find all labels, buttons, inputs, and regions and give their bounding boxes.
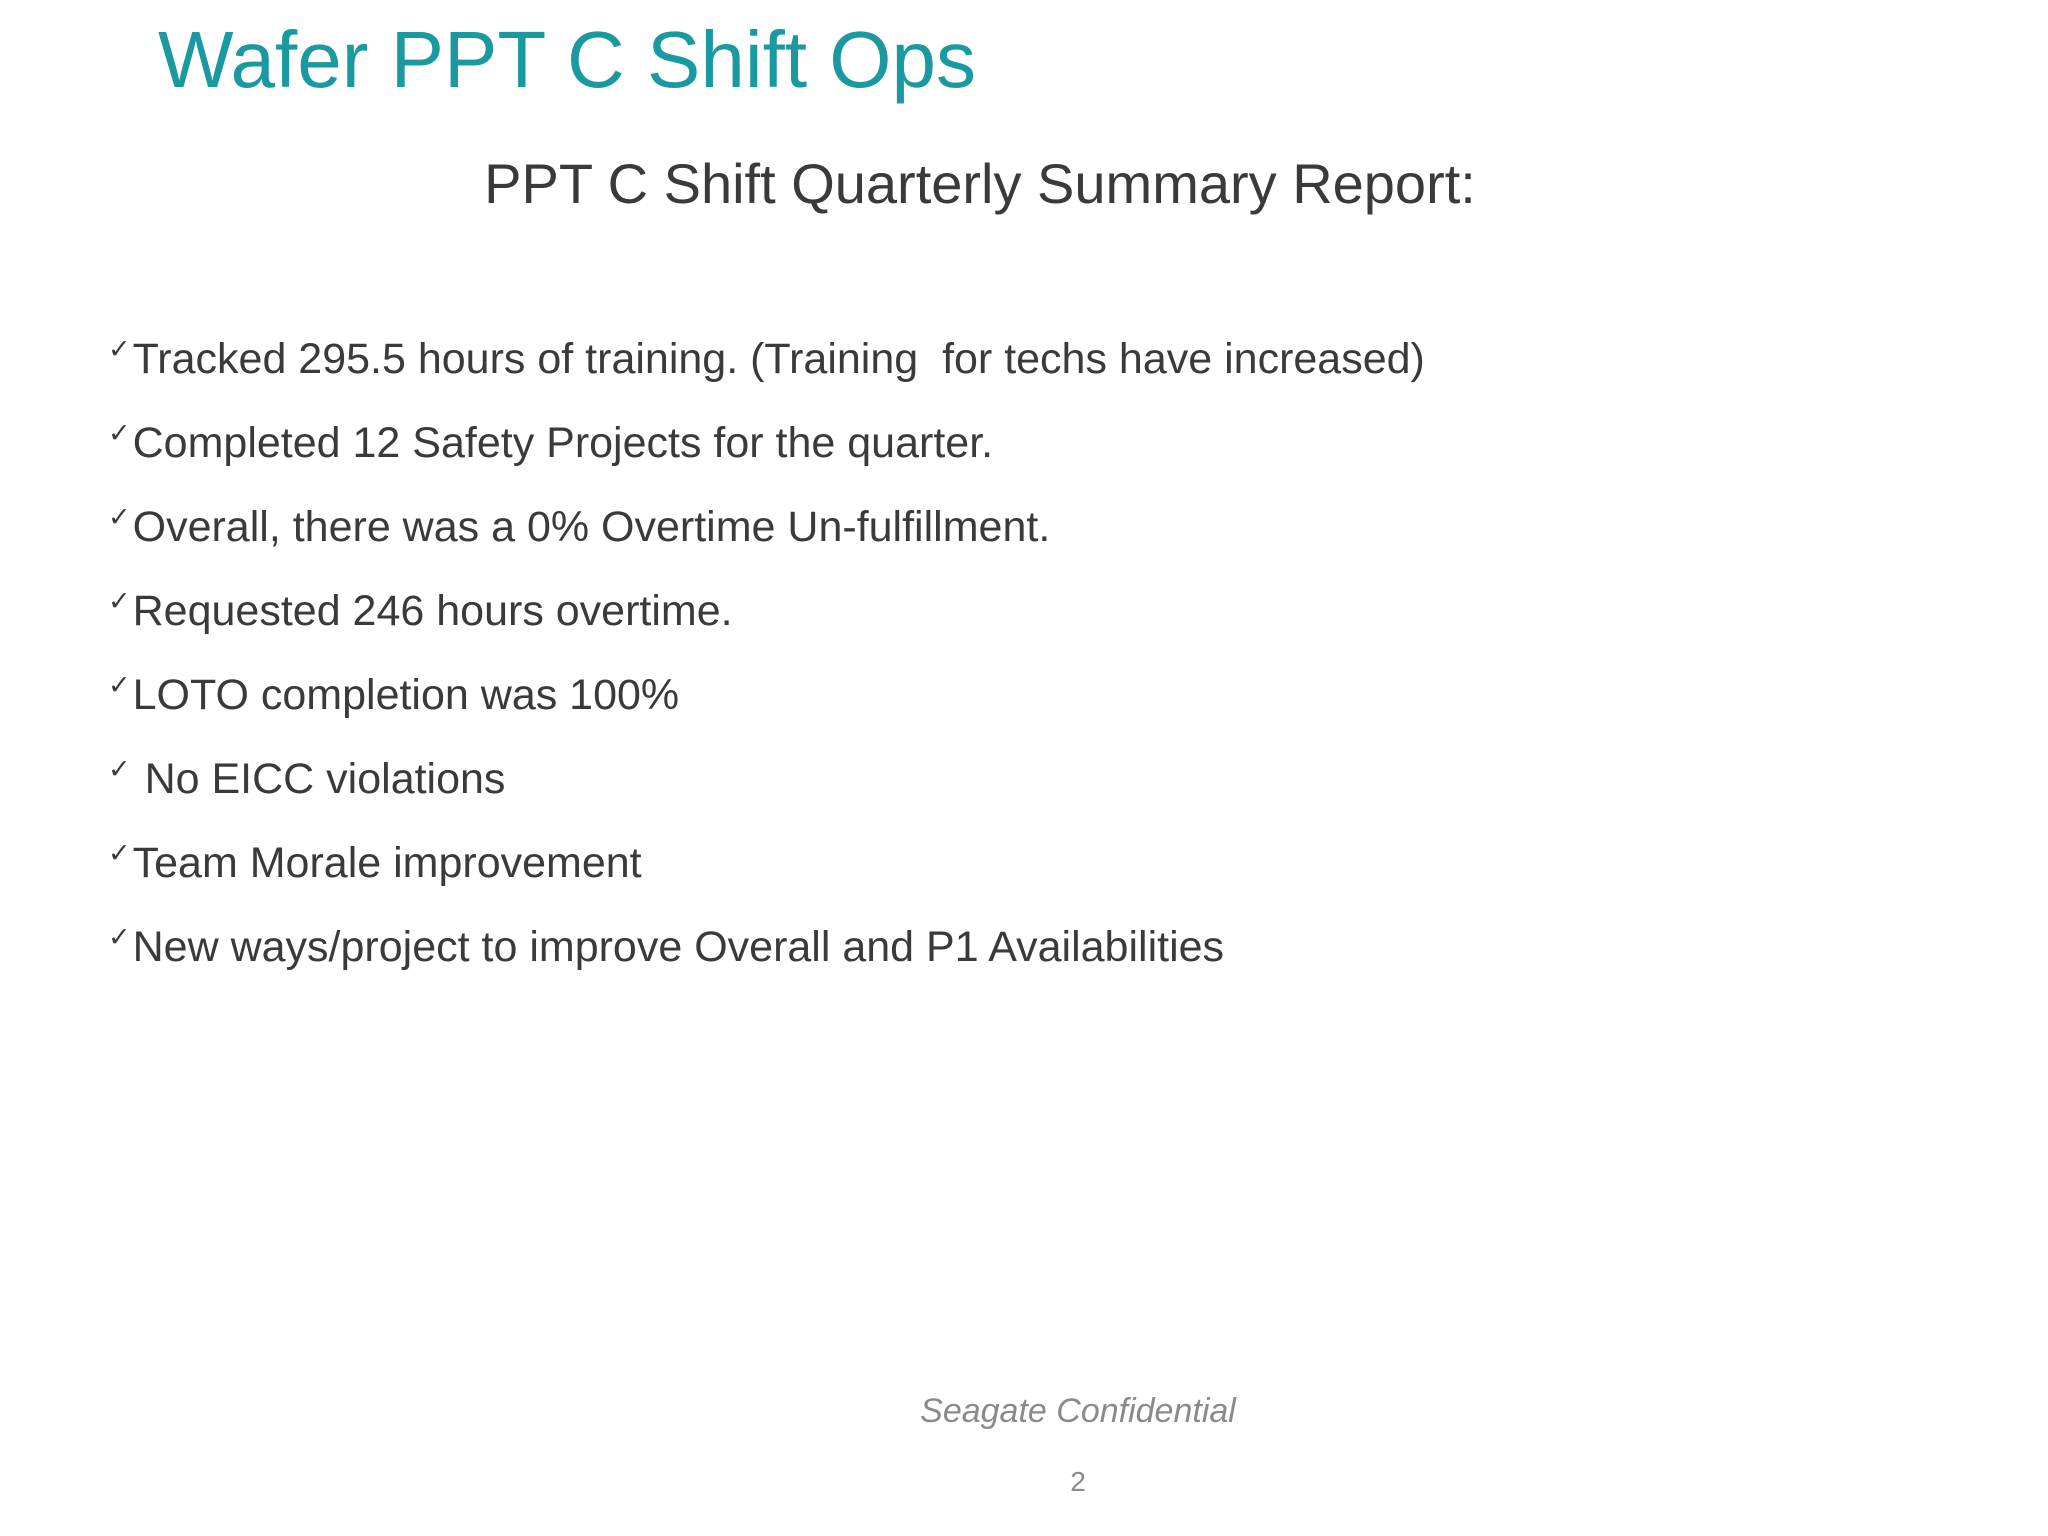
bullet-text: Overall, there was a 0% Overtime Un-fulfillment. [132,503,1051,551]
bullet-text: Team Morale improvement [132,839,642,887]
bullet-text: Tracked 295.5 hours of training. (Training for techs have increased) [132,335,1425,383]
footer-confidential: Seagate Confidential [920,1392,1236,1430]
bullet-text: New ways/project to improve Overall and P1 Availabilities [132,923,1225,971]
checkmark-icon: ✓ [108,502,131,532]
checkmark-icon: ✓ [108,922,131,952]
summary-bullet-list [108,330,1425,1002]
page-number: 2 [1070,1466,1086,1497]
bullet-item [108,918,1425,1002]
checkmark-icon: ✓ [108,838,131,868]
bullet-item [108,582,1425,666]
bullet-item [108,834,1425,918]
bullet-text: Completed 12 Safety Projects for the quarter. [132,419,994,467]
bullet-item [108,666,1425,750]
bullet-item [108,750,1425,834]
bullet-text: No EICC violations [132,755,506,803]
bullet-item [108,414,1425,498]
bullet-item [108,330,1425,414]
checkmark-icon: ✓ [108,418,131,448]
checkmark-icon: ✓ [108,586,131,616]
checkmark-icon: ✓ [108,754,131,784]
checkmark-icon: ✓ [108,334,131,364]
slide-title: Wafer PPT C Shift Ops [158,15,977,104]
bullet-text: LOTO completion was 100% [132,671,680,719]
bullet-text: Requested 246 hours overtime. [132,587,733,635]
checkmark-icon: ✓ [108,670,131,700]
bullet-item [108,498,1425,582]
slide-subtitle: PPT C Shift Quarterly Summary Report: [484,152,1476,215]
